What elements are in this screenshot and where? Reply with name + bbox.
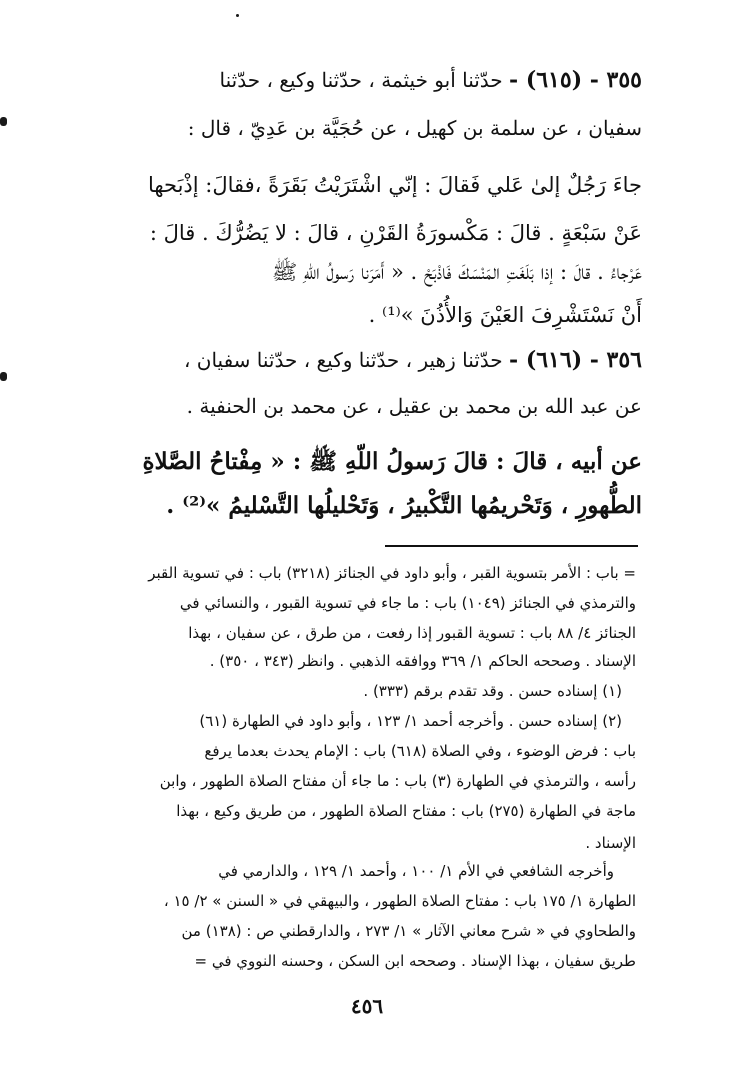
isnad-line: حدّثنا أبو خيثمة ، حدّثنا وكيع ، حدّثنا <box>219 68 503 92</box>
scan-speck <box>0 372 7 381</box>
footnote-line: الإسناد . وصححه الحاكم ١/ ٣٦٩ ووافقه الذهبي . وانظر (٣٤٣ ، ٣٥٠) . <box>209 652 636 670</box>
footnote-2-line: ماجة في الطهارة (٢٧٥) باب : مفتاح الصلاة الطهور ، من طريق وكيع ، بهذا <box>176 802 636 820</box>
hadith-number: ٣٥٥ - (٦١٥) - <box>509 67 642 93</box>
footnote-1: (١) إسناده حسن . وقد تقدم برقم (٣٣٣) . <box>363 682 622 700</box>
footnote-2-line: الإسناد . <box>585 834 636 852</box>
scan-speck <box>236 14 239 17</box>
footnote-line: والترمذي في الجنائز (١٠٤٩) باب : ما جاء في تسوية القبور ، والنسائي في <box>179 594 636 612</box>
footnote-line: = باب : الأمر بتسوية القبر ، وأبو داود في الجنائز (٣٢١٨) باب : في تسوية القبر <box>148 564 636 582</box>
hadith-text-line: جاءَ رَجُلٌ إلىٰ عَلي فَقالَ : إنّي اشْتَرَيْتُ بَقَرَةً ،فقالَ: إذْبَحها <box>147 173 642 197</box>
footnote-2-line: وأخرجه الشافعي في الأم ١/ ١٠٠ ، وأحمد ١/ ١٢٩ ، والدارمي في <box>218 862 614 880</box>
hadith-text-line: الطُّهورِ ، وَتَحْريمُها التَّكْبيرُ ، وَتَحْليلُها التَّسْليمُ »⁽²⁾ . <box>166 492 642 519</box>
scan-speck <box>0 117 7 126</box>
hadith-number: ٣٥٦ - (٦١٦) - <box>509 347 642 373</box>
isnad-line: حدّثنا زهير ، حدّثنا وكيع ، حدّثنا سفيان ، <box>183 348 503 372</box>
footnote-2-line: باب : فرض الوضوء ، وفي الصلاة (٦١٨) باب : الإمام يحدث بعدما يرفع <box>204 742 636 760</box>
hadith-356-header <box>60 346 642 374</box>
footnote-2-line: طريق سفيان ، بهذا الإسناد . وصححه ابن السكن ، وحسنه النووي في = <box>194 952 636 970</box>
hadith-text-line: عن أبيه ، قالَ : قالَ رَسولُ اللّهِ ﷺ : « مِفْتاحُ الصَّلاةِ <box>142 448 642 475</box>
isnad-line: عن عبد الله بن محمد بن عقيل ، عن محمد بن الحنفية . <box>186 394 642 418</box>
hadith-355-header <box>60 66 642 94</box>
footnote-2-line: والطحاوي في « شرح معاني الآثار » ١/ ٢٧٣ ، والدارقطني ص : (١٣٨) من <box>181 922 636 940</box>
hadith-text-line: أَنْ نَسْتَشْرِفَ العَيْنَ وَالأُذُنَ »⁽¹⁾ . <box>368 303 642 327</box>
hadith-text-line: عَنْ سَبْعَةٍ . قالَ : مَكْسورَةُ القَرْنِ ، قالَ : لا يَضُرُّكَ . قالَ : <box>149 221 642 245</box>
footnote-line: الجنائز ٤/ ٨٨ باب : تسوية القبور إذا رفعت ، من طرق ، عن سفيان ، بهذا <box>188 624 636 642</box>
isnad-line: سفيان ، عن سلمة بن كهيل ، عن حُجَيَّة بن عَدِيّ ، قال : <box>187 116 642 140</box>
footnote-2-line: رأسه ، والترمذي في الطهارة (٣) باب : ما جاء أن مفتاح الصلاة الطهور ، وابن <box>159 772 636 790</box>
footnote-2-line: الطهارة ١/ ١٧٥ باب : مفتاح الصلاة الطهور ، والبيهقي في « السنن » ٢/ ١٥ ، <box>163 892 636 910</box>
page-number: ٤٥٦ <box>350 994 384 1018</box>
hadith-text-line: عَرْجاءُ . قالَ : إذا بَلَغَتِ المَنْسَكَ فَاذْبَحْ . « أَمَرَنا رَسولُ اللّهِ ﷺ <box>271 260 642 284</box>
footnote-divider <box>385 545 638 547</box>
footnote-2-line: (٢) إسناده حسن . وأخرجه أحمد ١/ ١٢٣ ، وأبو داود في الطهارة (٦١) <box>199 712 622 730</box>
